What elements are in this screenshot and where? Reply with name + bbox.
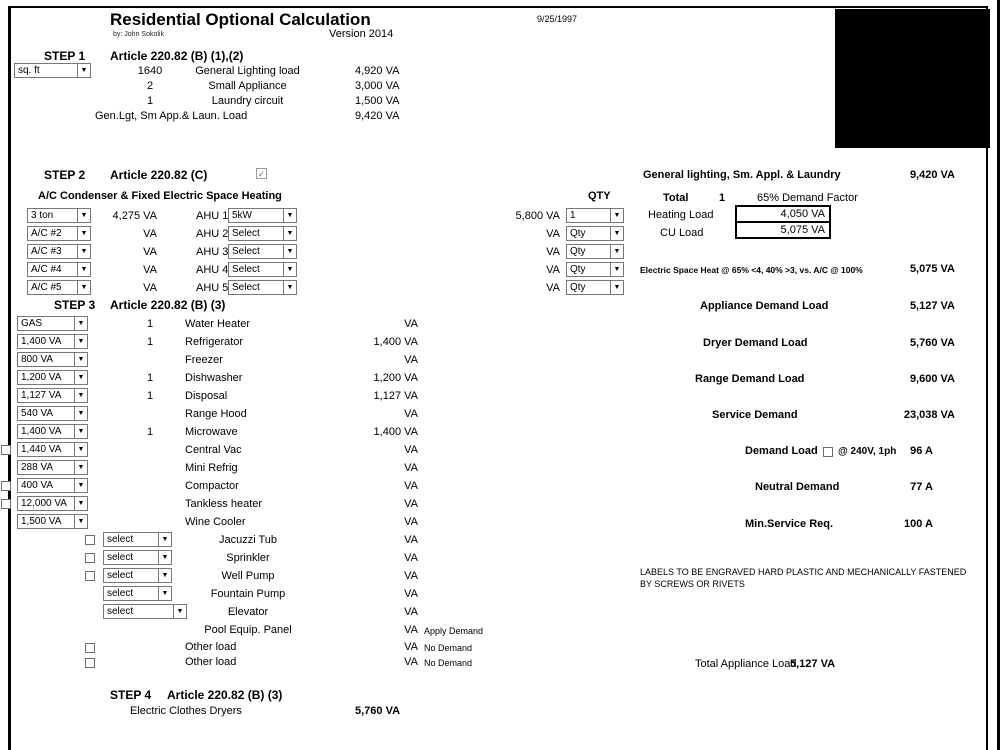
ahu3-va: VA xyxy=(546,246,560,258)
ahu5-dropdown-value: Select xyxy=(232,282,260,293)
version-label: Version 2014 xyxy=(329,28,394,40)
ac3-dropdown-value: A/C #3 xyxy=(31,246,62,257)
chevron-down-icon: ▼ xyxy=(74,515,87,528)
chevron-down-icon: ▼ xyxy=(158,587,171,600)
compactor-dropdown[interactable] xyxy=(17,478,88,493)
disposal-dropdown-value: 1,127 VA xyxy=(21,390,62,401)
fountain-pump-dropdown[interactable] xyxy=(103,586,172,601)
freezer-dropdown[interactable] xyxy=(17,352,88,367)
tankless-heater-desc: Tankless heater xyxy=(185,498,263,510)
qty2-dropdown-value: Qty xyxy=(570,228,586,239)
qty1-dropdown-value: 1 xyxy=(570,210,576,221)
step4-article: Article 220.82 (B) (3) xyxy=(167,688,283,702)
demand-load-value: 96 A xyxy=(910,445,933,457)
chevron-down-icon: ▼ xyxy=(283,263,296,276)
wine-cooler-desc: Wine Cooler xyxy=(185,516,246,528)
dryers-value: 5,760 VA xyxy=(355,705,401,717)
cu-load-label: CU Load xyxy=(660,227,704,239)
refrigerator-value: 1,400 VA xyxy=(373,336,418,348)
microwave-dropdown[interactable] xyxy=(17,424,88,439)
ahu5-dropdown[interactable] xyxy=(228,280,297,295)
ahu2-dropdown[interactable] xyxy=(228,226,297,241)
chevron-down-icon: ▼ xyxy=(74,479,87,492)
ac5-dropdown-value: A/C #5 xyxy=(31,282,62,293)
microwave-desc: Microwave xyxy=(185,426,238,438)
chevron-down-icon: ▼ xyxy=(77,227,90,240)
other-load1-desc: Other load xyxy=(185,641,237,653)
jacuzzi-dropdown-value: select xyxy=(107,534,134,545)
chevron-down-icon: ▼ xyxy=(74,371,87,384)
qty5-dropdown-value: Qty xyxy=(570,282,586,293)
chevron-down-icon: ▼ xyxy=(158,551,171,564)
range-hood-dropdown[interactable] xyxy=(17,406,88,421)
step2-label: STEP 2 xyxy=(44,168,86,182)
chevron-down-icon: ▼ xyxy=(74,497,87,510)
mini-refrig-value: VA xyxy=(404,462,418,474)
step2-checkbox[interactable]: ✓ xyxy=(257,169,266,179)
tankless-heater-checkbox[interactable] xyxy=(1,499,11,509)
ac2-dropdown-value: A/C #2 xyxy=(31,228,62,239)
wine-cooler-dropdown-value: 1,500 VA xyxy=(21,516,62,527)
mini-refrig-dropdown[interactable] xyxy=(17,460,88,475)
chevron-down-icon: ▼ xyxy=(74,443,87,456)
chevron-down-icon: ▼ xyxy=(77,245,90,258)
pool-panel-note: Apply Demand xyxy=(424,626,484,636)
service-demand-value: 23,038 VA xyxy=(903,409,955,421)
gen-lighting-summary-label: General lighting, Sm. Appl. & Laundry xyxy=(643,169,841,181)
ahu3-dropdown[interactable] xyxy=(228,244,297,259)
chevron-down-icon: ▼ xyxy=(610,281,623,294)
water-heater-desc: Water Heater xyxy=(185,318,251,330)
jacuzzi-value: VA xyxy=(404,534,418,546)
compactor-value: VA xyxy=(404,480,418,492)
ahu2-label: AHU 2 xyxy=(196,228,229,240)
chevron-down-icon: ▼ xyxy=(74,317,87,330)
elevator-desc: Elevator xyxy=(227,606,269,618)
chevron-down-icon: ▼ xyxy=(74,425,87,438)
qty1-dropdown[interactable] xyxy=(566,208,624,223)
chevron-down-icon: ▼ xyxy=(610,263,623,276)
min-service-value: 100 A xyxy=(904,518,933,530)
elevator-dropdown[interactable] xyxy=(103,604,187,619)
unit-dropdown[interactable] xyxy=(14,63,91,78)
total-label: Total xyxy=(663,192,689,204)
chevron-down-icon: ▼ xyxy=(77,209,90,222)
min-service-label: Min.Service Req. xyxy=(745,518,834,530)
qty4-dropdown[interactable] xyxy=(566,262,624,277)
service-demand-label: Service Demand xyxy=(712,409,798,421)
step1-label: STEP 1 xyxy=(44,49,86,63)
ahu5-va: VA xyxy=(546,282,560,294)
central-vac-dropdown-value: 1,440 VA xyxy=(21,444,62,455)
disposal-value: 1,127 VA xyxy=(373,390,418,402)
ahu4-va: VA xyxy=(546,264,560,276)
microwave-value: 1,400 VA xyxy=(373,426,418,438)
sprinkler-desc: Sprinkler xyxy=(226,552,270,564)
cu-load-value: 5,075 VA xyxy=(735,221,831,239)
appliance-demand-value: 5,127 VA xyxy=(909,300,955,312)
ahu1-dropdown-value: 5kW xyxy=(232,210,252,221)
ahu1-label: AHU 1 xyxy=(196,210,229,222)
refrigerator-dropdown-value: 1,400 VA xyxy=(21,336,62,347)
ac3-dropdown[interactable] xyxy=(27,244,91,259)
pool-panel-desc: Pool Equip. Panel xyxy=(204,624,292,636)
fountain-pump-desc: Fountain Pump xyxy=(210,588,286,600)
freezer-desc: Freezer xyxy=(185,354,223,366)
laundry-desc: Laundry circuit xyxy=(211,95,284,107)
jacuzzi-dropdown[interactable] xyxy=(103,532,172,547)
freezer-value: VA xyxy=(404,354,418,366)
ahu4-dropdown[interactable] xyxy=(228,262,297,277)
small-appliance-desc: Small Appliance xyxy=(208,80,287,92)
dryer-demand-label: Dryer Demand Load xyxy=(703,337,808,349)
neutral-demand-value: 77 A xyxy=(910,481,933,493)
chevron-down-icon: ▼ xyxy=(283,209,296,222)
small-appliance-qty-cell[interactable]: 2 xyxy=(146,80,154,92)
demand-load-label: Demand Load xyxy=(745,445,818,457)
ahu2-dropdown-value: Select xyxy=(232,228,260,239)
sqft-input-cell[interactable]: 1640 xyxy=(137,65,163,77)
lighting-desc: General Lighting load xyxy=(195,65,300,77)
well-pump-dropdown[interactable] xyxy=(103,568,172,583)
chevron-down-icon: ▼ xyxy=(74,407,87,420)
laundry-value: 1,500 VA xyxy=(355,95,400,107)
dishwasher-value: 1,200 VA xyxy=(373,372,418,384)
labels-note: LABELS TO BE ENGRAVED HARD PLASTIC AND MECHANICALLY FASTENED BY SCREWS OR RIVETS xyxy=(640,567,967,589)
space-heat-value: 5,075 VA xyxy=(909,263,955,275)
ahu2-va: VA xyxy=(546,228,560,240)
range-demand-value: 9,600 VA xyxy=(909,373,955,385)
other-load1-note: No Demand xyxy=(424,643,473,653)
range-hood-desc: Range Hood xyxy=(185,408,247,420)
tankless-heater-value: VA xyxy=(404,498,418,510)
dryers-desc: Electric Clothes Dryers xyxy=(130,705,242,717)
disposal-desc: Disposal xyxy=(185,390,228,402)
central-vac-dropdown[interactable] xyxy=(17,442,88,457)
other-load2-checkbox[interactable] xyxy=(85,658,95,668)
refrigerator-desc: Refrigerator xyxy=(185,336,244,348)
well-pump-value: VA xyxy=(404,570,418,582)
step3-article: Article 220.82 (B) (3) xyxy=(110,298,226,312)
chevron-down-icon: ▼ xyxy=(158,569,171,582)
jacuzzi-desc: Jacuzzi Tub xyxy=(218,534,278,546)
chevron-down-icon: ▼ xyxy=(158,533,171,546)
step1-total-value: 9,420 VA xyxy=(355,110,400,122)
fountain-pump-dropdown-value: select xyxy=(107,588,134,599)
total-appliance-label: Total Appliance Load xyxy=(695,658,797,670)
water-heater-qty: 1 xyxy=(146,318,154,330)
disposal-dropdown[interactable] xyxy=(17,388,88,403)
voltage-checkbox[interactable] xyxy=(823,447,833,457)
lighting-value: 4,920 VA xyxy=(355,65,400,77)
step4-label: STEP 4 xyxy=(110,688,152,702)
gen-lighting-summary-value: 9,420 VA xyxy=(909,169,955,181)
range-hood-dropdown-value: 540 VA xyxy=(21,408,54,419)
space-heat-note: Electric Space Heat @ 65% <4, 40% >3, vs. A/C @ 100% xyxy=(640,265,863,275)
chevron-down-icon: ▼ xyxy=(610,227,623,240)
jacuzzi-checkbox[interactable] xyxy=(85,535,95,545)
redacted-box xyxy=(835,9,990,148)
sprinkler-dropdown-value: select xyxy=(107,552,134,563)
ahu1-dropdown[interactable] xyxy=(228,208,297,223)
ac-section-title: A/C Condenser & Fixed Electric Space Heating xyxy=(38,190,282,202)
ahu4-label: AHU 4 xyxy=(196,264,229,276)
ac2-dropdown[interactable] xyxy=(27,226,91,241)
chevron-down-icon: ▼ xyxy=(610,245,623,258)
central-vac-value: VA xyxy=(404,444,418,456)
ahu5-label: AHU 5 xyxy=(196,282,229,294)
qty3-dropdown[interactable] xyxy=(566,244,624,259)
well-pump-checkbox[interactable] xyxy=(85,571,95,581)
pool-panel-value: VA xyxy=(404,624,418,636)
water-heater-value: VA xyxy=(404,318,418,330)
qty5-dropdown[interactable] xyxy=(566,280,624,295)
laundry-qty-cell[interactable]: 1 xyxy=(146,95,154,107)
ac3-va: VA xyxy=(143,246,157,258)
appliance-demand-label: Appliance Demand Load xyxy=(700,300,829,312)
well-pump-dropdown-value: select xyxy=(107,570,134,581)
tankless-heater-dropdown[interactable] xyxy=(17,496,88,511)
total-qty: 1 xyxy=(719,192,726,204)
microwave-qty: 1 xyxy=(146,426,154,438)
ac4-va: VA xyxy=(143,264,157,276)
ac5-dropdown[interactable] xyxy=(27,280,91,295)
disposal-qty: 1 xyxy=(146,390,154,402)
microwave-dropdown-value: 1,400 VA xyxy=(21,426,62,437)
chevron-down-icon: ▼ xyxy=(77,263,90,276)
compactor-dropdown-value: 400 VA xyxy=(21,480,54,491)
small-appliance-value: 3,000 VA xyxy=(355,80,400,92)
total-appliance-value: 5,127 VA xyxy=(790,658,836,670)
page-border-top xyxy=(8,6,988,8)
dishwasher-dropdown[interactable] xyxy=(17,370,88,385)
heating-load-value: 4,050 VA xyxy=(735,205,831,223)
unit-dropdown-value: sq. ft xyxy=(18,65,40,76)
ac4-dropdown-value: A/C #4 xyxy=(31,264,62,275)
sprinkler-dropdown[interactable] xyxy=(103,550,172,565)
elevator-value: VA xyxy=(404,606,418,618)
tankless-heater-dropdown-value: 12,000 VA xyxy=(21,498,67,509)
mini-refrig-desc: Mini Refrig xyxy=(185,462,238,474)
neutral-demand-label: Neutral Demand xyxy=(755,481,840,493)
chevron-down-icon: ▼ xyxy=(283,227,296,240)
other-load1-checkbox[interactable] xyxy=(85,643,95,653)
water-heater-dropdown-value: GAS xyxy=(21,318,43,329)
other-load2-value: VA xyxy=(404,656,418,668)
qty-column-header: QTY xyxy=(588,190,611,202)
fountain-pump-value: VA xyxy=(404,588,418,600)
chevron-down-icon: ▼ xyxy=(77,64,90,77)
chevron-down-icon: ▼ xyxy=(283,281,296,294)
ac4-dropdown[interactable] xyxy=(27,262,91,277)
heating-load-label: Heating Load xyxy=(648,209,714,221)
range-hood-value: VA xyxy=(404,408,418,420)
qty4-dropdown-value: Qty xyxy=(570,264,586,275)
page-title: Residential Optional Calculation xyxy=(110,10,371,29)
refrigerator-qty: 1 xyxy=(146,336,154,348)
ac2-va: VA xyxy=(143,228,157,240)
ac1-dropdown-value: 3 ton xyxy=(31,210,54,221)
compactor-desc: Compactor xyxy=(185,480,239,492)
chevron-down-icon: ▼ xyxy=(283,245,296,258)
qty2-dropdown[interactable] xyxy=(566,226,624,241)
step1-article: Article 220.82 (B) (1),(2) xyxy=(110,49,244,63)
sprinkler-value: VA xyxy=(404,552,418,564)
other-load2-desc: Other load xyxy=(185,656,237,668)
central-vac-desc: Central Vac xyxy=(185,444,242,456)
wine-cooler-value: VA xyxy=(404,516,418,528)
ahu3-dropdown-value: Select xyxy=(232,246,260,257)
well-pump-desc: Well Pump xyxy=(221,570,275,582)
qty3-dropdown-value: Qty xyxy=(570,246,586,257)
chevron-down-icon: ▼ xyxy=(610,209,623,222)
water-heater-dropdown[interactable] xyxy=(17,316,88,331)
compactor-checkbox[interactable] xyxy=(1,481,11,491)
chevron-down-icon: ▼ xyxy=(77,281,90,294)
wine-cooler-dropdown[interactable] xyxy=(17,514,88,529)
central-vac-checkbox[interactable] xyxy=(1,445,11,455)
refrigerator-dropdown[interactable] xyxy=(17,334,88,349)
freezer-dropdown-value: 800 VA xyxy=(21,354,54,365)
mini-refrig-dropdown-value: 288 VA xyxy=(21,462,54,473)
chevron-down-icon: ▼ xyxy=(173,605,186,618)
byline: by: John Sokolik xyxy=(113,31,164,38)
ac1-dropdown[interactable] xyxy=(27,208,91,223)
dishwasher-dropdown-value: 1,200 VA xyxy=(21,372,62,383)
step2-article: Article 220.82 (C) xyxy=(110,168,208,182)
step3-label: STEP 3 xyxy=(54,298,96,312)
dishwasher-qty: 1 xyxy=(146,372,154,384)
ac5-va: VA xyxy=(143,282,157,294)
ahu3-label: AHU 3 xyxy=(196,246,229,258)
chevron-down-icon: ▼ xyxy=(74,335,87,348)
ac1-va: 4,275 VA xyxy=(112,210,157,222)
page-border-left xyxy=(8,6,11,750)
step1-total-label: Gen.Lgt, Sm App.& Laun. Load xyxy=(95,110,248,122)
chevron-down-icon: ▼ xyxy=(74,461,87,474)
other-load1-value: VA xyxy=(404,641,418,653)
chevron-down-icon: ▼ xyxy=(74,353,87,366)
date-label: 9/25/1997 xyxy=(537,14,578,24)
ahu4-dropdown-value: Select xyxy=(232,264,260,275)
dishwasher-desc: Dishwasher xyxy=(185,372,243,384)
range-demand-label: Range Demand Load xyxy=(695,373,805,385)
chevron-down-icon: ▼ xyxy=(74,389,87,402)
elevator-dropdown-value: select xyxy=(107,606,134,617)
demand-factor-label: 65% Demand Factor xyxy=(757,192,858,204)
voltage-label: @ 240V, 1ph xyxy=(838,446,897,457)
other-load2-note: No Demand xyxy=(424,658,473,668)
sprinkler-checkbox[interactable] xyxy=(85,553,95,563)
ahu1-va: 5,800 VA xyxy=(515,210,560,222)
dryer-demand-value: 5,760 VA xyxy=(909,337,955,349)
